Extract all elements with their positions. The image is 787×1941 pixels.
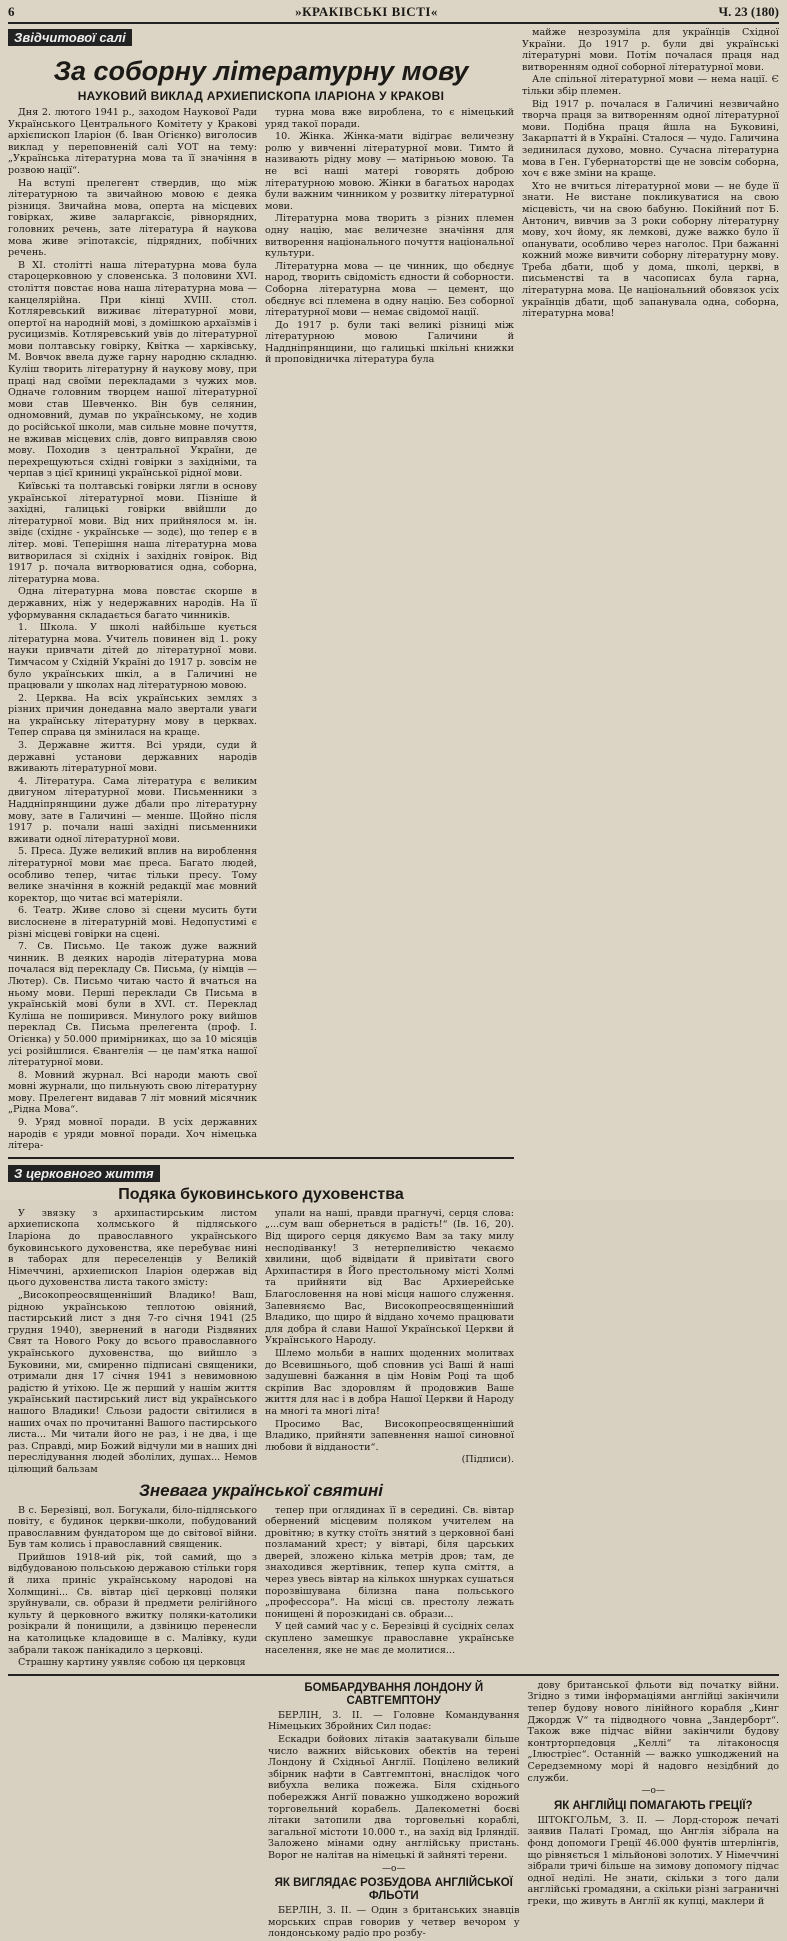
news-column-2: [528, 1680, 780, 1941]
paragraph: 3. Державне життя. Всі уряди, суди й державні установи державних народів вживають літературної мови.: [8, 740, 257, 775]
lecture-columns: [8, 107, 514, 1153]
top-section: [8, 27, 779, 1670]
lecture-column-2: [265, 107, 514, 1153]
issue-number: Ч. 23 (180): [718, 4, 779, 19]
separator: —o—: [382, 1863, 406, 1874]
section-label-lecture: Звідчитової салі: [8, 29, 132, 46]
desecration-column-2: [265, 1505, 514, 1670]
lecture-continuation: [522, 27, 779, 1670]
church-columns: [8, 1208, 514, 1477]
paragraph: У звязку з архипастирським листом архиепископа холмського й підляського Іларіона до православного українського буковинського духовенства, яке перебуває нині в таборах для переселенців у Великій Німеччині, архиепископ Іларіон одержав від цього духовенства листа такого змісту:: [8, 1207, 257, 1289]
section-label-church: З церковного життя: [8, 1165, 160, 1182]
paragraph: Літературна мова — це чинник, що обєднує народ, творить свідомість єдности й соборности. Соборна літературна мова — цемент, що обєднує всі племена в одну націю. Без соборної літературної мови — немає свідомої нації.: [265, 260, 514, 319]
paragraph: БЕРЛІН, 3. II. — Один з британських знавців морських справ говорив у четвер вечором у лондонському радіо про розбу-: [268, 1905, 520, 1940]
paragraph: Страшну картину уявляє собою ця церковця: [18, 1657, 246, 1669]
paragraph: упали на наші, правди прагнучі, серця слова: „...сум ваш обернеться в радість!“ (Ів. 16, 20). Від щирого серця дякуємо Вам за таку милу несподіванку! З нетерпеливістю чекаємо хвилини, щоб відвідати й привітати свого Архипастиря в Його престольному місті Холмі та прийняти від Вас Архиерейське Благословення на нові місця нашого служення. Запевняємо Вас, Високопреосвященніший Владико, що щиро й віддано хочемо працювати для добра й слави Нашої Української Церкви й Українського Народу.: [265, 1207, 514, 1347]
paragraph: 7. Св. Письмо. Це також дуже важний чинник. В деяких народів літературна мова почалася від перекладу Св. Письма, (у німців — Лютер). Св. Письмо читаю часто й вчаться на ньому мови. Перші переклади Св Письма в українській мові були в XVI. ст. Переклад Куліша не поширився. Минулого року вийшов переклад Св. Письма прелегента (проф. І. Огієнка) у 50.000 примірниках, що за 10 місяців усі розійшлися. Євангелія — це пам'ятка нашої літературної мови.: [8, 941, 257, 1069]
paragraph: дову британської фльоти від початку війни. Згідно з тими інформаціями англійці закінчили тепер будову нового лінійного корабля „Кинг Джордж V“ та підводного човна „Зандерборт“. Також вже підчас війни закінчили будову контрторпедовця „Келлі“ та літаконосця „Ілюстріес“. Останній — важко ушкоджений на Середземному морі й надовго незідбний до служби.: [527, 1679, 779, 1784]
church-signature: (Підписи).: [461, 1454, 514, 1466]
paragraph: Ескадри бойових літаків заатакували більше число важних військових обектів на терені Лондону й Східньої Англії. Поцілено великий збірник нафти в Савтгемптоні, внаслідок чого вибухла велика пожежа. Біля східнього побережжя Ангії поважно ушкоджено ворожий торговельний корабель. Далекометні боєві літаки затопили два торговельні кораблі, загальної містоти 10.000 т., на захід від Ірляндії. Заложено мінами одну англійську пристань. Ворог не налітав на німецькі й зайняті терени.: [268, 1734, 520, 1861]
fleet-title: ЯК ВИГЛЯДАЄ РОЗБУДОВА АНГЛІЙСЬКОЇ ФЛЬОТИ: [274, 1877, 513, 1903]
paragraph: 10. Жінка. Жінка-мати відіграє величезну ролю у вивченні літературної мови. Тимто й називають рідну мову — матірньою мовою. Та не всі наші матері говорять доброю літературною мовою. Жінки в багатьох народах були важним чинником у розвитку літературної мови.: [265, 131, 514, 212]
paragraph: БЕРЛІН, 3. II. — Головне Командування Німецьких Збройних Сил подає:: [268, 1709, 520, 1733]
church-column-2: [265, 1208, 514, 1477]
divider: [8, 1157, 514, 1159]
page-number: 6: [8, 4, 15, 19]
lecture-article: [8, 27, 514, 1670]
paragraph: „Високопреосвященніший Владико! Ваш, рідною українською теплотою овіяний, пастирський лист з дня 7-го січня 1941 (25 грудня 1940), звернений в нагоди Різдвяних Свят та Нового Року до всього православного українського духовенства, що вийшло з Буковини, ми, смиренно підписані священики, отримали дня 17 січня 1941 з невимовною радістю й утіхою. Це ж перший у нашім життя український пастирський лист від українського нашого Владики! Сльози радости світилися в наших очах по прочитанні Вашого пастирського листа... Ми читали його не раз, і не два, і ще раз. Справді, мир Божий відчули ми в наших дні переслідування людей зболілих, душах... Немов цілющий бальзам: [8, 1290, 257, 1475]
lecture-column-1: [8, 107, 257, 1153]
paragraph: Шлемо мольби в наших щоденних молитвах до Всевишнього, щоб сповнив усі Ваші й наші задушевні бажання в цім Новім Році та щоб скріпив Вас здоровлям й продовжив Ваше життя для нас і в добра Нашої Церкви й Народу на многі та многі літа!: [265, 1347, 514, 1417]
paragraph: ШТОКГОЛЬМ, 3. II. — Лорд-сторож печаті заявив Палаті Громад, що Англія зібрала на фонд допомоги Греції 46.000 фунтів штерлінгів, що рівняється 1 мільйонові золотих. У Німеччині зібрали тричі більше на зимову допомогу підчас одної неділі. Не знати, скільки з того дали англійські громадяни, а скільки різні заграничні греки, що живуть в Англії як купці, маклери й: [527, 1814, 779, 1907]
news-grid: [268, 1680, 779, 1941]
paragraph: До 1917 р. були такі великі різниці між літературною мовою Галичини й Наддніпрянщини, що галицькі шкільні книжки й проповідничка література була: [265, 319, 514, 366]
news-columns: [268, 1680, 779, 1941]
divider: [8, 1674, 779, 1676]
paragraph: У цей самий час у с. Березівці й сусідніх селах скуплено замешкує православне українське населення, яке не має де молитися...: [265, 1621, 514, 1656]
paragraph: Київські та полтавські говірки лягли в основу української літературної мови. Пізніше й західні, галицькі говірки ввійшли до літературної мови. Від них прийнялося м. ін. звідє (східнє - українське — зодє), що тепер є в літер. мові. Теперішня наша літературна мова витворилася зі східніх і західніх говірок. Від 1917 р. почала витворюватися одна, соборна, літературна мова.: [8, 481, 257, 585]
bombing-title: БОМБАРДУВАННЯ ЛОНДОНУ Й САВТГЕМПТОНУ: [304, 1681, 484, 1707]
paragraph: В XI. столітті наша літературна мова була староцерковною у словенська. З половини XVI. століття повстає нова наша літературна мова — канцелярійна. При кінці XVIII. стол. Котляревський виживає літературної мови, опертої на народній мові, з домішкою архаїзмів і русицизмів. Котляревський увів до літературної мови полтавську говірку, Квітка — харківську, М. Вовчок ввела дуже гарну народню складню. Куліш творить літературну й наукову мову, при праці над своїми перекладами з чужих мов. Одначе головним творцем нашої літературної мови став Шевченко. Він був селянин, одномовний, думав по українському, не ходив до російської школи, мав сильне мовне почуття, не вживав місцевих слів, довго виправляв свою мову. Походив з центральної України, де перехрещуються східні говірки з західніми, та черпав з цієї криниці української рідної мови.: [8, 259, 257, 480]
paragraph: На вступі прелегент ствердив, що між літературною та звичайною мовою є деяка різниця. Звичайна мова, оперта на місцевих говірках, живе заларгаксіє, рівнорядних, головних речень, затe література й наукова мова живе эгіпотаксіє, підрядних, побічних речень.: [8, 177, 257, 259]
paragraph: Хто не вчиться літературної мови — не буде її знати. Не вистане покликуватися на свою місцевість, чи на свою бабуню. Покійний пот Б. Антонич, вивчив за 3 роки соборну літературну мову, хоч йому, як лемкові, дуже важко було її опанувати, особливо через наголос. При бажанні кожний може вивчити соборну літературну мову. Треба дбати, щоб у дома, школі, церкві, в письменстві та в часописах була гарна, літературна мова. Це національний обовязок усіх українців дбати, щоб запанувала одна, соборна, літературна мова!: [522, 180, 779, 320]
page-header: [8, 4, 779, 24]
paragraph: майже незрозуміла для українців Східної України. До 1917 р. були дві українські літературні мови. Потім почалася праця над витворенням одної соборної літературної мови.: [522, 27, 779, 73]
masthead: »КРАКІВСЬКІ ВІСТІ«: [295, 4, 438, 19]
paragraph: 8. Мовний журнал. Всі народи мають свої мовні журнали, що пильнують свою літературну мову. Прелегент видавав 7 літ мовний місячник „Рідна Мова“.: [8, 1069, 257, 1116]
paragraph: Дня 2. лютого 1941 р., заходом Наукової Ради Українського Центрального Комітету у Кракові архієпископ Іларіон (б. Іван Огієнко) виголосив виклад у переповненій салі УОТ на тему: „Українська літературна мова та її значіння в розвою нації“.: [8, 107, 257, 176]
paragraph: 6. Театр. Живе слово зі сцени мусить бути вислоснене в літературній мові. Недопустимі є різні місцеві говірки на сцені.: [8, 905, 257, 940]
greece-title: ЯК АНГЛІЙЦІ ПОМАГАЮТЬ ГРЕЦІЇ?: [553, 1799, 753, 1812]
desecration-column-1: [8, 1505, 257, 1670]
separator: —o—: [641, 1786, 665, 1797]
paragraph: 4. Література. Сама література є великим двигуном літературної мови. Письменники з Наддніпрянщини дуже дбали про літературну мову, зате в Галичині — менше. Щойно після 1917 р. почали наші західні письменники вживати одної літературної мови.: [8, 775, 257, 845]
lecture-tail: [8, 1680, 260, 1941]
paragraph: турна мова вже вироблена, то є німецький уряд такої поради.: [265, 107, 514, 130]
church-title: Подяка буковинського духовенства: [118, 1185, 404, 1203]
lecture-subtitle: НАУКОВИЙ ВИКЛАД АРХИЕПИСКОПА ІЛАРІОНА У КРАКОВІ: [77, 89, 445, 103]
paragraph: Одна літературна мова повстає скорше в державних, ніж у недержавних народів. На її уформування складається багато чинників.: [8, 586, 257, 621]
desecration-title: Зневага української святині: [138, 1480, 384, 1500]
desecration-columns: [8, 1505, 514, 1670]
church-column-1: [8, 1208, 257, 1477]
paragraph: Прийшов 1918-ий рік, той самий, що з відбудованою польською державою стільки горя й лиха приніс українському народові на Холмщині... Св. вівтар цієї церковці поляки зруйнували, св. образи й предмети релігійного культу й церковного вжитку поляки-католики розікрали й понищили, а дзвіницю перенесли на католицьке кладовище в с. Малівку, куди забрали також панікадило з церковці.: [8, 1551, 257, 1656]
paragraph: Від 1917 р. почалася в Галичині незвичайно творча праця за витворенням одної літературної мови. Подібна праця йшла на Буковині, Закарпатті й в Україні. Сталося — чудо. Галичина зединилася духово, мовно. Сучасна літературна мова в Ген. Губернаторстві ще не зовсім соборна, хоч є вже зміни на краще.: [522, 98, 779, 180]
paragraph: 1. Школа. У школі найбільше кується літературна мова. Учитель повинен від 1. року науки привчати дітей до літературної мови. Тимчасом у Східній Україні до 1917 р. зовсім не було українських шкіл, а в Галичині не працювали у школах над літературною мовою.: [8, 622, 257, 692]
lecture-title: За соборну літературну мову: [53, 56, 469, 86]
paragraph: 2. Церква. На всіх українських землях з різних причин донедавна мало звертали уваги на українську літературну мову в церквах. Тепер справа ця змінилася на краще.: [8, 692, 257, 739]
paragraph: Літературна мова творить з різних племен одну націю, має величезне значіння для витворення національного почуття національної культури.: [265, 213, 514, 260]
paragraph: Але спільної літературної мови — нема нації. Є тільки збір племен.: [522, 74, 779, 97]
paragraph: 9. Уряд мовної поради. В усіх державних народів є уряди мовної поради. Хоч німецька літера-: [8, 1117, 257, 1152]
news-column-1: [268, 1680, 520, 1941]
paragraph: В с. Березівці, вол. Богукали, біло-підляського повіту, є будинок церкви-школи, побудований православним фундатором ще до світової війни. Був там колись і православний священик.: [8, 1504, 257, 1551]
paragraph: тепер при оглядинах її в середині. Св. вівтар обернений місцевим поляком учителем на дровітню; в кутку стоїть знятий з церковної бані позламаний хрест; у вівтарі, біля царських дверей, зложено кілька метрів дров; там, де знаходився жертівник, тепер купа сміття, а через увесь вівтар на кількох шнурках сушаться порозвішувана білизна пана польського „профессора“. На місці св. престолу лежать понищені й порозкидані св. образи...: [265, 1504, 514, 1620]
paragraph: Просимо Вас, Високопреосвященніший Владико, прийняти запевнення нашої синовної любови й відданости“.: [265, 1418, 514, 1453]
paragraph: 5. Преса. Дуже великий вплив на вироблення літературної мови має преса. Багато людей, особливо тепер, читає тільки пресу. Тому велике значіння в кожній редакції має мовний коректор, що читає всі матеріяли.: [8, 846, 257, 904]
news-section: [8, 1680, 779, 1941]
